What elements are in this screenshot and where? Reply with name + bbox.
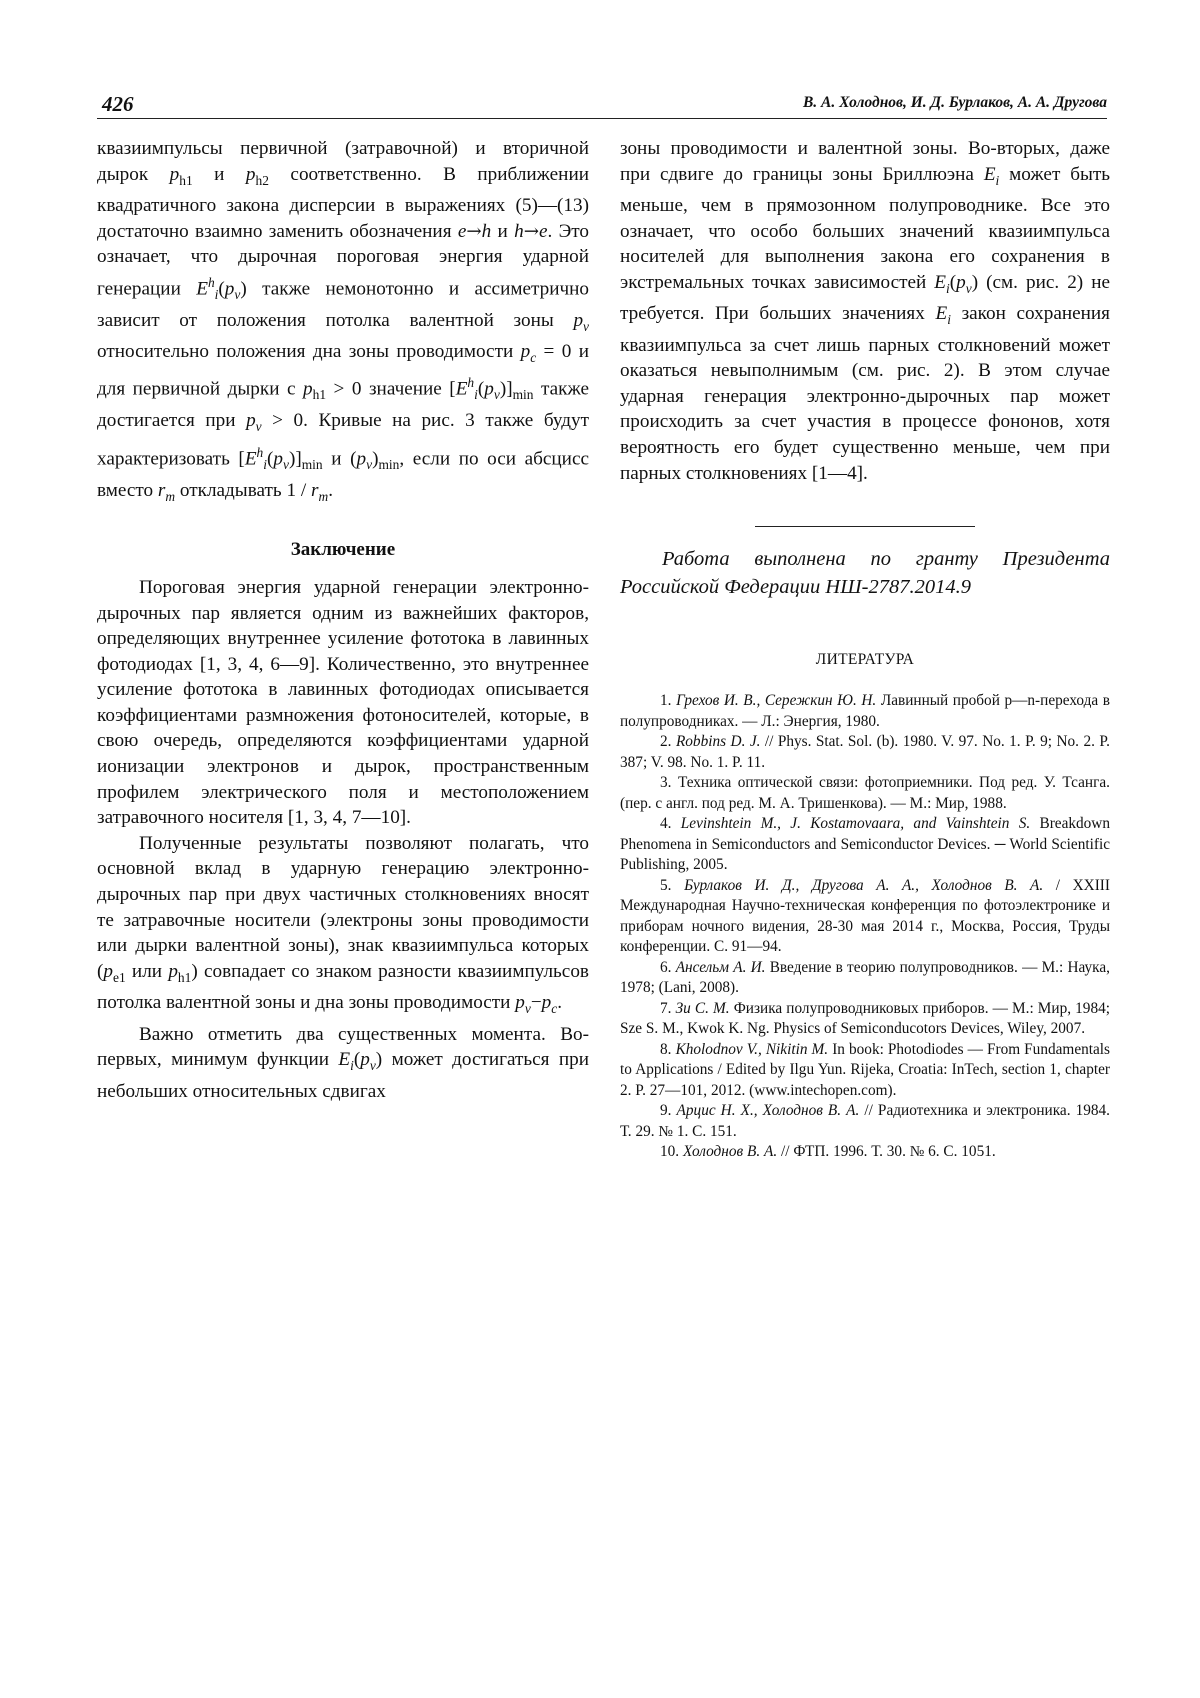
references-title: ЛИТЕРАТУРА bbox=[815, 651, 915, 669]
acknowledgment: Работа выполнена по гранту Президента Российской Федерации НШ-2787.2014.9 bbox=[620, 548, 1110, 599]
reference-item: 3. Техника оптической связи: фотоприемники. Под ред. У. Тсанга. (пер. с англ. под ред. М. А. Тришенкова). — М.: Мир, 1988. bbox=[620, 774, 1110, 812]
section-title-conclusion: Заключение bbox=[290, 538, 396, 560]
reference-item: 2. Robbins D. J. // Phys. Stat. Sol. (b). 1980. V. 97. No. 1. P. 9; No. 2. P. 387; V. 98. No. 1. P. 11. bbox=[620, 733, 1110, 771]
reference-item: 10. Холоднов В. А. // ФТП. 1996. Т. 30. № 6. С. 1051. bbox=[660, 1143, 996, 1161]
paragraph-right-1: зоны проводимости и валентной зоны. Во-вторых, даже при сдвиге до границы зоны Бриллюэна $E_i$ может быть меньше, чем в прямозонном полупроводнике. Все это означает, что особо больших значений квазиимпульса носителей для выполнения закона его сохранения в экстремальных точках зависимостей $E_i(p_v)$ (см. рис. 2) не требуется. При больших значениях $E_i$ закон сохранения квазиимпульса за счет лишь парных столкновений может оказаться невыполнимым (см. рис. 2). В этом случае ударная генерация электронно-дырочных пар может происходить за счет участия в процессе фононов, хотя вероятность его будет существенно меньше, чем при парных столкновениях [1—4]. bbox=[620, 138, 1110, 484]
right-column bbox=[620, 136, 1110, 1163]
paragraph-continued: квазиимпульсы первичной (затравочной) и вторичной дырок $p_{h1}$ и $p_{h2}$ соответственно. В приближении квадратичного закона дисперсии в выражениях (5)—(13) достаточно взаимно заменить обозначения e→h и h→e. Это означает, что дырочная пороговая энергия ударной генерации $E^h_i(p_v)$ также немонотонно и ассиметрично зависит от положения потолка валентной зоны $p_v$ относительно положения дна зоны проводимости $p_c = 0$ и для первичной дырки с $p_{h1} > 0$ значение $[E^h_i(p_v)]_{min}$ также достигается при $p_v > 0$. Кривые на рис. 3 также будут характеризовать $[E^h_i(p_v)]_{min}$ и $(p_v)_{min}$, если по оси абсцисс вместо $r_m$ откладывать $1 / r_m$. bbox=[97, 138, 589, 504]
reference-item: 7. Зи С. М. Физика полупроводниковых приборов. — М.: Мир, 1984; Sze S. M., Kwok K. Ng. Physics of Semiconducotors Devices, Wiley, 2007. bbox=[620, 999, 1110, 1038]
paragraph-conclusion-1: Пороговая энергия ударной генерации электронно-дырочных пар является одним из важнейших факторов, определяющих внутреннее усиление фототока в лавинных фотодиодах [1, 3, 4, 6—9]. Количественно, это внутреннее усиление фототока в лавинных фотодиодах описывается коэффициентами размножения фотоносителей, которые, в свою очередь, определяются коэффициентами ударной ионизации электронов и дырок, пространственным профилем электрического поля и местоположением затравочного носителя [1, 3, 4, 7—10]. bbox=[97, 576, 589, 829]
reference-item: 4. Levinshtein M., J. Kostamovaara, and Vainshtein S. Breakdown Phenomena in Semiconductors and Semiconductor Devices. ─ World Scientific Publishing, 2005. bbox=[620, 815, 1111, 874]
reference-item: 1. Грехов И. В., Сережкин Ю. Н. Лавинный пробой p—n-перехода в полупроводниках. — Л.: Энергия, 1980. bbox=[620, 692, 1111, 730]
page-header bbox=[97, 86, 1107, 119]
running-authors: В. А. Холоднов, И. Д. Бурлаков, А. А. Другова bbox=[802, 94, 1107, 111]
reference-item: 6. Ансельм А. И. Введение в теорию полупроводников. — М.: Наука, 1978; (Lani, 2008). bbox=[620, 958, 1110, 997]
paragraph-conclusion-2: Полученные результаты позволяют полагать, что основной вклад в ударную генерацию электронно-дырочных пар при двух частичных столкновениях вносят те затравочные носители (электроны зоны проводимости или дырки валентной зоны), знак квазиимпульса которых ($p_{e1}$ или $p_{h1}$) совпадает со знаком разности квазиимпульсов потолка валентной зоны и дна зоны проводимости $p_v-p_c$. bbox=[97, 832, 589, 1017]
reference-item: 5. Бурлаков И. Д., Другова А. А., Холоднов В. А. / XXIII Международная Научно-техническая конференция по фотоэлектронике и приборам ночного видения, 28-30 мая 2014 г., Москва, Россия, Труды конференции. С. 91—94. bbox=[620, 876, 1111, 956]
reference-item: 9. Арцис Н. Х., Холоднов В. А. // Радиотехника и электроника. 1984. Т. 29. № 1. С. 151. bbox=[620, 1102, 1110, 1140]
page-number: 426 bbox=[102, 92, 134, 116]
references-list bbox=[620, 691, 1110, 1163]
left-column bbox=[97, 136, 589, 1104]
paragraph-conclusion-3: Важно отметить два существенных момента. Во-первых, минимум функции $E_i(p_v)$ может достигаться при небольших относительных сдвигах bbox=[97, 1023, 589, 1102]
reference-item: 8. Kholodnov V., Nikitin M. In book: Photodiodes — From Fundamentals to Applications / Edited by Ilgu Yun. Rijeka, Croatia: InTech, section 1, chapter 2. P. 27—101, 2012. (www.intechopen.com). bbox=[620, 1040, 1110, 1099]
divider-line bbox=[755, 526, 975, 527]
